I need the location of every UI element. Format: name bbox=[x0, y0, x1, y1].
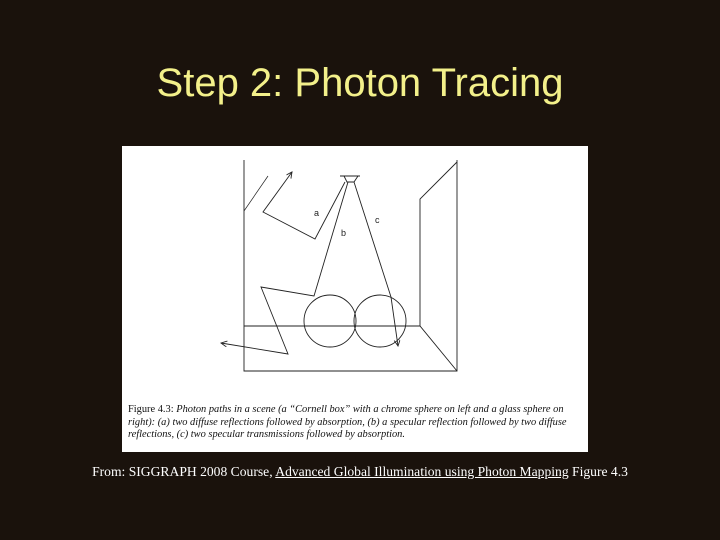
chrome-sphere bbox=[304, 295, 356, 347]
credit-prefix: From: SIGGRAPH 2008 Course, bbox=[92, 464, 273, 479]
path-label-c: c bbox=[375, 215, 380, 225]
caption-text: Photon paths in a scene (a “Cornell box” with a chrome sphere on left and a glass sphere on right): (a) two diffuse reflections followed by absorption, (b) a specular reflection followed by two diffuse reflections, (c) two specular transmissions followed by absorption. bbox=[128, 404, 567, 440]
photon-path-diagram bbox=[122, 146, 588, 396]
photon-path-b bbox=[221, 182, 348, 354]
credit-suffix: Figure 4.3 bbox=[572, 464, 628, 479]
path-label-a: a bbox=[314, 208, 320, 218]
path-label-b: b bbox=[341, 228, 347, 238]
photon-path-c bbox=[354, 182, 398, 346]
caption-label: Figure 4.3: bbox=[128, 404, 174, 415]
credit-link[interactable]: Advanced Global Illumination using Photon Mapping bbox=[275, 464, 569, 479]
slide-title: Step 2: Photon Tracing bbox=[156, 61, 564, 105]
glass-sphere bbox=[354, 295, 406, 347]
figure-caption bbox=[128, 404, 584, 442]
box-right-inner-wall bbox=[420, 162, 457, 326]
box-left-wall bbox=[244, 160, 457, 371]
cornell-box-figure bbox=[122, 146, 588, 452]
light-source bbox=[340, 176, 360, 182]
photon-path-a bbox=[263, 172, 345, 239]
box-floor-edge bbox=[244, 326, 457, 371]
source-credit bbox=[0, 464, 720, 480]
